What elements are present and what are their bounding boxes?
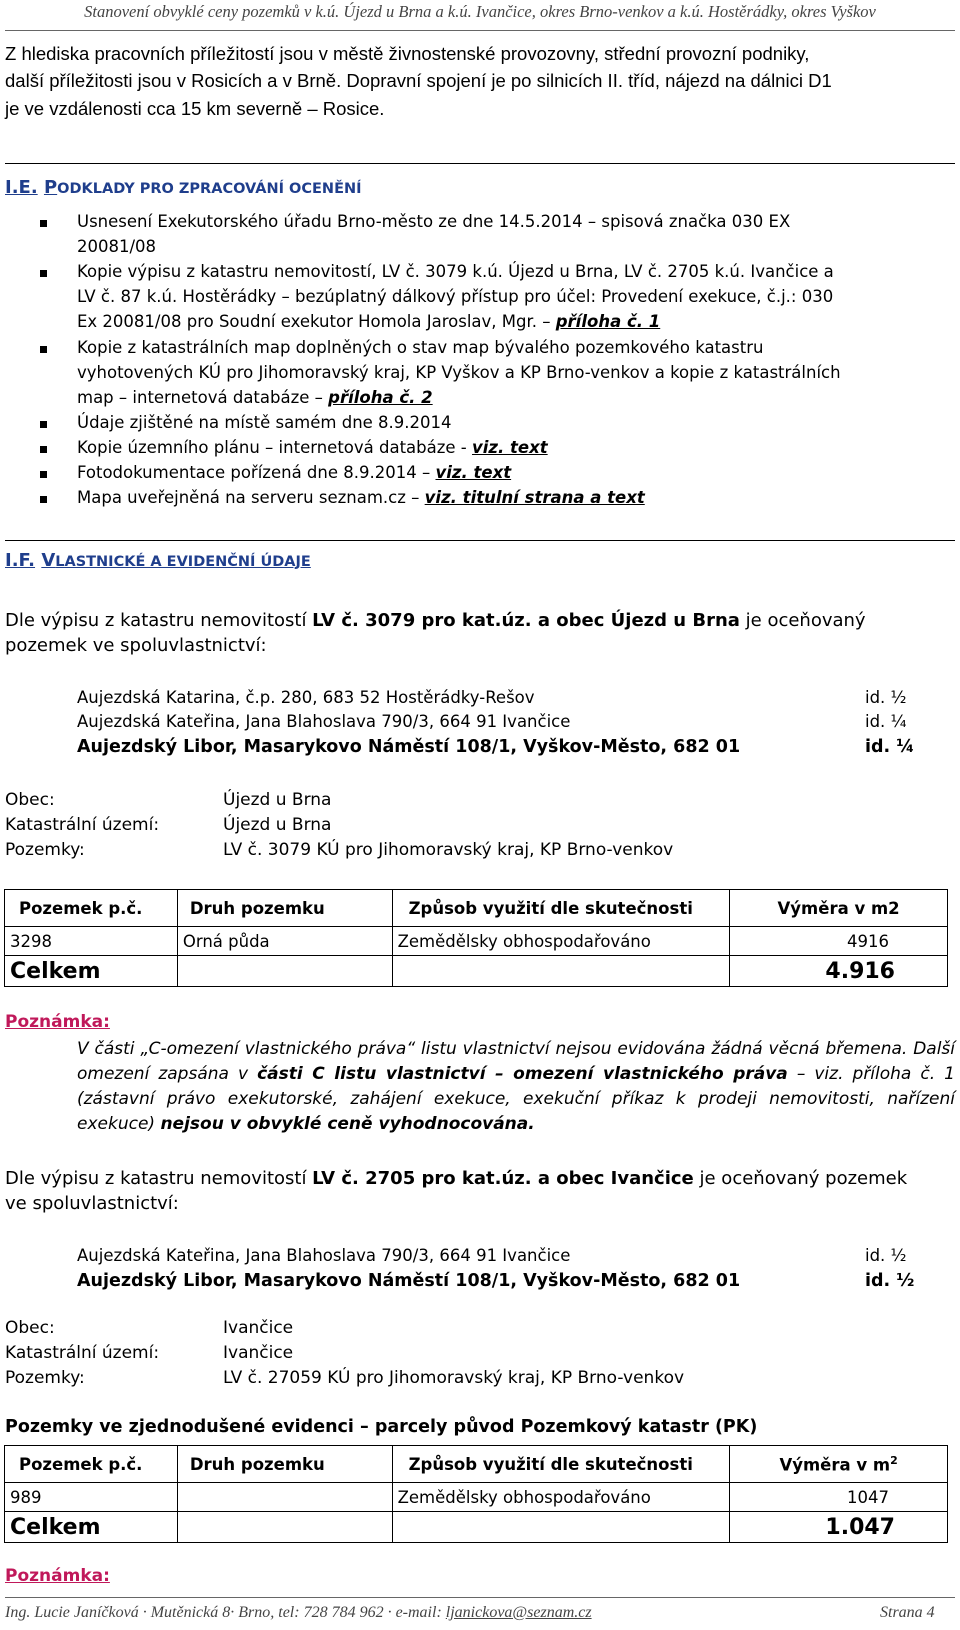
- section-e-number: I.E.: [5, 177, 38, 198]
- item-3-line-1: Kopie z katastrálních map doplněných o stav map bývalého pozemkového katastru: [77, 338, 764, 357]
- bullet-icon: [40, 270, 47, 277]
- parcel-table-pk: [4, 1445, 948, 1543]
- bullet-icon: [40, 496, 47, 503]
- lv3079-intro-pre: Dle výpisu z katastru nemovitostí: [5, 610, 313, 631]
- table-header-row: [5, 890, 948, 927]
- footer-email-link[interactable]: ljanickova@seznam.cz: [445, 1604, 592, 1621]
- obec-label: Obec:: [5, 1318, 55, 1338]
- cell: 1047: [730, 1483, 948, 1512]
- owner-row: Aujezdský Libor, Masarykovo Náměstí 108/1, Vyškov-Město, 682 01: [77, 737, 741, 757]
- bullet-icon: [40, 446, 47, 453]
- cell: [392, 956, 730, 987]
- cell: [177, 956, 392, 987]
- lv2705-intro-pre: Dle výpisu z katastru nemovitostí: [5, 1168, 313, 1189]
- section-e-heading: [5, 177, 362, 198]
- owner-share: id. ½: [865, 1246, 907, 1265]
- lv3079-intro-post: je oceňovaný: [739, 610, 866, 631]
- table-header-row: [5, 1446, 948, 1483]
- item-4-line-1: Údaje zjištěné na místě samém dne 8.9.2014: [77, 413, 452, 432]
- section-e-initial: P: [43, 177, 58, 198]
- item-3-line-2: vyhotovených KÚ pro Jihomoravský kraj, KP Vyškov a KP Brno-venkov a kopie z katastrálních: [77, 363, 841, 382]
- col-header: Způsob využití dle skutečnosti: [392, 890, 730, 927]
- superscript: 2: [890, 1453, 898, 1467]
- note-part-3: – viz. příloha č. 1 (zástavní právo exekutorské, zahájení exekuce, exekuční příkaz k prodeji nemovitosti, nařízení exekuce): [77, 1064, 955, 1134]
- col-header-text: Výměra v m: [779, 1455, 891, 1475]
- cell: [177, 1512, 392, 1543]
- pozemky-label: Pozemky:: [5, 1368, 85, 1388]
- col-header: [730, 1446, 948, 1483]
- total-label: Celkem: [5, 1512, 178, 1543]
- table-row: [5, 1483, 948, 1512]
- item-6-text: Fotodokumentace pořízená dne 8.9.2014 –: [77, 463, 436, 482]
- item-6-link[interactable]: viz. text: [435, 463, 512, 482]
- footer-rule: [5, 1597, 955, 1598]
- pozemky-value: LV č. 3079 KÚ pro Jihomoravský kraj, KP Brno-venkov: [223, 840, 674, 860]
- owner-row: Aujezdská Kateřina, Jana Blahoslava 790/3, 664 91 Ivančice: [77, 712, 571, 731]
- section-f-initial: V: [41, 550, 56, 571]
- pk-heading: Pozemky ve zjednodušené evidenci – parcely původ Pozemkový katastr (PK): [5, 1417, 758, 1437]
- note-part-4: nejsou v obvyklé ceně vyhodnocována.: [160, 1114, 535, 1134]
- col-header: Pozemek p.č.: [5, 1446, 178, 1483]
- intro-line-2: další příležitosti jsou v Rosicích a v Brně. Dopravní spojení je po silnicích II. tříd, nájezd na dálnici D1: [5, 70, 832, 91]
- total-label: Celkem: [5, 956, 178, 987]
- cell: [392, 1512, 730, 1543]
- ku-label: Katastrální území:: [5, 815, 160, 835]
- attachment-2-link[interactable]: příloha č. 2: [328, 388, 433, 407]
- running-header: Stanovení obvyklé ceny pozemků v k.ú. Újezd u Brna a k.ú. Ivančice, okres Brno-venkov a k.ú. Hostěrádky, okres Vyškov: [84, 2, 876, 21]
- section-f-number: I.F.: [5, 550, 36, 571]
- lv2705-intro-line-1: [5, 1168, 907, 1189]
- note-part-2: části C listu vlastnictví – omezení vlastnického práva: [257, 1064, 788, 1084]
- header-rule: [5, 30, 955, 31]
- cell: 4916: [730, 927, 948, 956]
- note-heading: Poznámka:: [5, 1012, 110, 1032]
- cell: Zemědělsky obhospodařováno: [392, 927, 730, 956]
- item-5-line-1: [77, 438, 548, 457]
- footer-page-number: Strana 4: [880, 1604, 935, 1621]
- item-3-line-3-text: map – internetová databáze –: [77, 388, 329, 407]
- owner-share: id. ½: [865, 688, 907, 707]
- lv3079-intro-bold: LV č. 3079 pro kat.úz. a obec Újezd u Brna: [312, 610, 740, 631]
- obec-value: Újezd u Brna: [223, 790, 332, 810]
- pozemky-value: LV č. 27059 KÚ pro Jihomoravský kraj, KP Brno-venkov: [223, 1368, 685, 1388]
- item-3-line-3: [77, 388, 433, 407]
- item-2-line-1: Kopie výpisu z katastru nemovitostí, LV č. 3079 k.ú. Újezd u Brna, LV č. 2705 k.ú. Ivančice a: [77, 262, 834, 281]
- bullet-icon: [40, 346, 47, 353]
- cell: Zemědělsky obhospodařováno: [392, 1483, 730, 1512]
- col-header: Druh pozemku: [177, 1446, 392, 1483]
- owner-share: id. ¼: [865, 737, 915, 757]
- table-total-row: [5, 956, 948, 987]
- item-1-line-1: Usnesení Exekutorského úřadu Brno-město ze dne 14.5.2014 – spisová značka 030 EX: [77, 212, 791, 231]
- ku-value: Ivančice: [223, 1343, 294, 1363]
- obec-value: Ivančice: [223, 1318, 294, 1338]
- item-7-link[interactable]: viz. titulní strana a text: [424, 488, 645, 507]
- item-7-line-1: [77, 488, 645, 507]
- section-e-title: ODKLADY PRO ZPRACOVÁNÍ OCENĚNÍ: [57, 181, 362, 197]
- section-f-title: LASTNICKÉ A EVIDENČNÍ ÚDAJE: [55, 554, 311, 570]
- section-f-heading: [5, 550, 311, 571]
- item-5-text: Kopie územního plánu – internetová databáze -: [77, 438, 473, 457]
- table-total-row: [5, 1512, 948, 1543]
- owner-share: id. ½: [865, 1271, 915, 1291]
- lv3079-intro-line-1: [5, 610, 866, 631]
- total-value: 4.916: [730, 956, 948, 987]
- item-2-line-3-text: Ex 20081/08 pro Soudní exekutor Homola Jaroslav, Mgr. –: [77, 312, 556, 331]
- ku-label: Katastrální území:: [5, 1343, 160, 1363]
- obec-label: Obec:: [5, 790, 55, 810]
- bullet-icon: [40, 421, 47, 428]
- col-header: Druh pozemku: [177, 890, 392, 927]
- bullet-icon: [40, 220, 47, 227]
- lv2705-intro-post: je oceňovaný pozemek: [693, 1168, 908, 1189]
- table-row: [5, 927, 948, 956]
- section-f-rule: [5, 540, 955, 541]
- cell: 989: [5, 1483, 178, 1512]
- intro-line-3: je ve vzdálenosti cca 15 km severně – Rosice.: [5, 98, 385, 119]
- owner-row: Aujezdská Kateřina, Jana Blahoslava 790/3, 664 91 Ivančice: [77, 1246, 571, 1265]
- bullet-icon: [40, 471, 47, 478]
- col-header: Způsob využití dle skutečnosti: [392, 1446, 730, 1483]
- intro-line-1: Z hlediska pracovních příležitostí jsou v městě živnostenské provozovny, střední provozní podniky,: [5, 43, 810, 64]
- item-7-text: Mapa uveřejněná na serveru seznam.cz –: [77, 488, 425, 507]
- owner-share: id. ¼: [865, 712, 907, 731]
- footer-contact: [5, 1604, 592, 1622]
- ku-value: Újezd u Brna: [223, 815, 332, 835]
- lv3079-intro-line-2: pozemek ve spoluvlastnictví:: [5, 635, 267, 656]
- col-header: Výměra v m2: [730, 890, 948, 927]
- total-value: 1.047: [730, 1512, 948, 1543]
- owner-row: Aujezdská Katarina, č.p. 280, 683 52 Hostěrádky-Rešov: [77, 688, 535, 707]
- lv2705-intro-bold: LV č. 2705 pro kat.úz. a obec Ivančice: [312, 1168, 694, 1189]
- cell: [177, 1483, 392, 1512]
- note-heading: Poznámka:: [5, 1566, 110, 1586]
- item-6-line-1: [77, 463, 511, 482]
- col-header: Pozemek p.č.: [5, 890, 178, 927]
- note-part-1: V části „C-omezení vlastnického práva“ listu vlastnictví nejsou evidována žádná věcná břemena. Další omezení zapsána v: [77, 1039, 955, 1084]
- owner-row: Aujezdský Libor, Masarykovo Náměstí 108/1, Vyškov-Město, 682 01: [77, 1271, 741, 1291]
- item-1-line-2: 20081/08: [77, 237, 157, 256]
- section-e-rule: [5, 163, 955, 164]
- cell: Orná půda: [177, 927, 392, 956]
- attachment-1-link[interactable]: příloha č. 1: [555, 312, 661, 331]
- footer-contact-text: Ing. Lucie Janíčková · Mutěnická 8· Brno, tel: 728 784 962 · e-mail:: [5, 1604, 446, 1621]
- item-5-link[interactable]: viz. text: [472, 438, 548, 457]
- note-paragraph: [77, 1037, 955, 1137]
- item-2-line-2: LV č. 87 k.ú. Hostěrádky – bezúplatný dálkový přístup pro účel: Provedení exekuce, č.j.: 030: [77, 287, 834, 306]
- pozemky-label: Pozemky:: [5, 840, 85, 860]
- item-2-line-3: [77, 312, 660, 331]
- parcel-table: [4, 889, 948, 987]
- lv2705-intro-line-2: ve spoluvlastnictví:: [5, 1193, 179, 1214]
- cell: 3298: [5, 927, 178, 956]
